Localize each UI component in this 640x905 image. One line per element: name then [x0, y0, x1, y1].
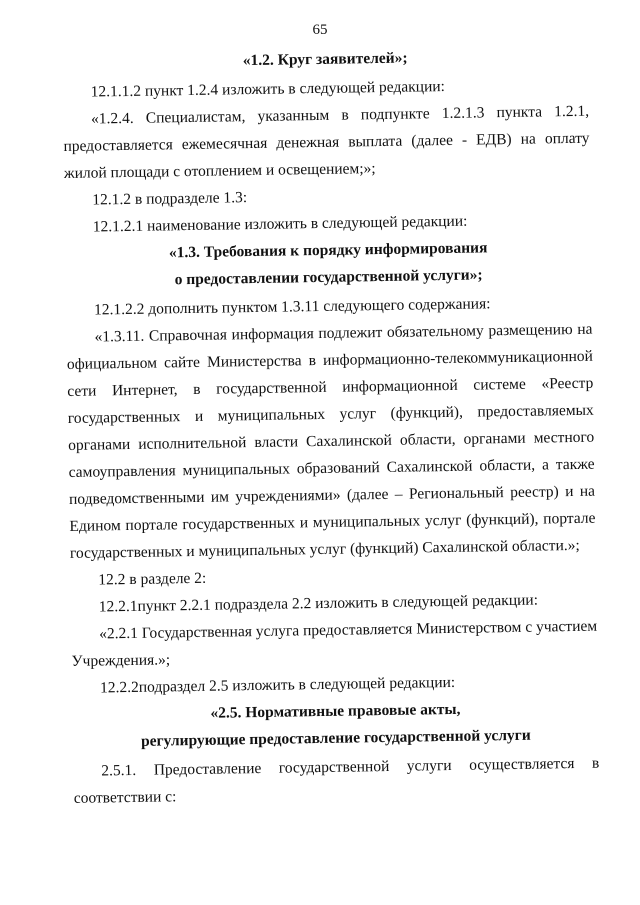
document-body — [62, 42, 600, 812]
heading-1-3-line-2: о предоставлении государственной услуги»; — [174, 266, 483, 289]
paragraph-12-1-2-2: 12.1.2.2 дополнить пунктом 1.3.11 следующего содержания: — [93, 295, 491, 319]
page-number: 65 — [312, 22, 328, 38]
heading-2-5 — [72, 694, 599, 756]
paragraph-12-2-1: 12.2.1пункт 2.2.1 подраздела 2.2 изложить в следующей редакции: — [98, 591, 539, 616]
paragraph-12-1-1-2: 12.1.1.2 пункт 1.2.4 изложить в следующей редакции: — [90, 77, 446, 101]
heading-1-3 — [65, 233, 592, 295]
paragraph-12-2-2: 12.2.2подраздел 2.5 изложить в следующей редакции: — [99, 673, 456, 697]
heading-2-5-line-1: «2.5. Нормативные правовые акты, — [210, 700, 461, 722]
paragraph-12-1-2: 12.1.2 в подразделе 1.3: — [92, 189, 248, 209]
paragraph-2-5-1: 2.5.1. Предоставление государственной услуги осуществляется в соответствии с: — [73, 754, 600, 807]
heading-2-5-line-2: регулирующие предоставление государственной услуги — [140, 726, 531, 750]
paragraph-2-2-1: «2.2.1 Государственная услуга предоставляется Министерством с участием Учреждения.»; — [71, 617, 598, 670]
paragraph-12-1-2-1: 12.1.2.1 наименование изложить в следующей редакции: — [92, 212, 468, 236]
heading-1-2: «1.2. Круг заявителей»; — [242, 49, 408, 70]
heading-1-3-line-1: «1.3. Требования к порядку информирования — [168, 239, 488, 262]
paragraph-1-2-4: «1.2.4. Специалистам, указанным в подпункте 1.2.1.3 пункта 1.2.1, предоставляется ежемесячная денежная выплата (далее - ЕДВ) на оплату жилой площади с отоплением и освещением;»; — [63, 102, 590, 182]
paragraph-12-2: 12.2 в разделе 2: — [98, 569, 207, 589]
paragraph-1-3-11: «1.3.11. Справочная информация подлежит обязательному размещению на официальном сайте Министерства в информационно-телекоммуникационной сети Интернет, в государственной информационной системе «Реестр государственных и муниципальных услуг (функций), предоставляемых органами исполнительной власти Сахалинской области, органами местного самоуправления муниципальных образований Сахалинской области, а также подведомственными им учреждениями» (далее – Региональный реестр) и на Едином портале государственных и муниципальных услуг (функций), портале государственных и муниципальных услуг (функций) Сахалинской области.»; — [66, 320, 596, 562]
